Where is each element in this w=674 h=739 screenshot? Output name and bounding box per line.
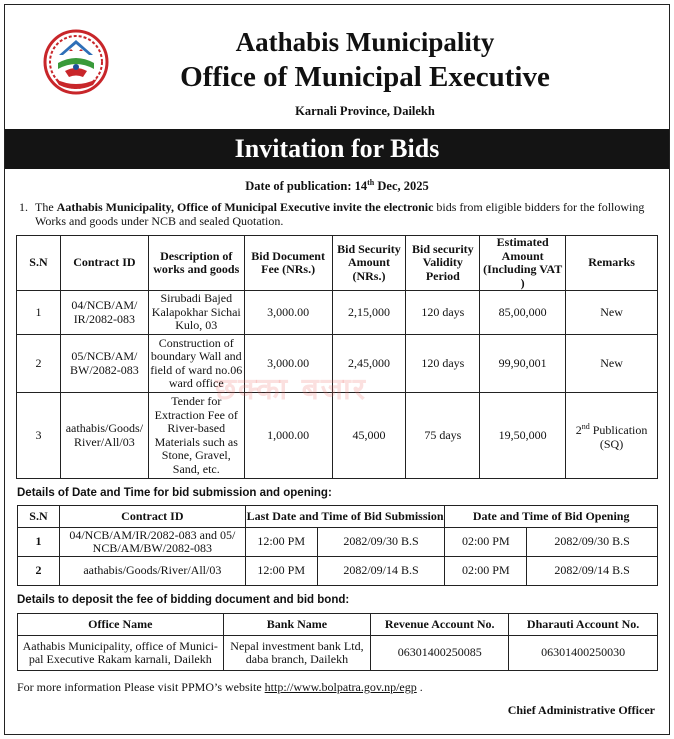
col-security: Bid Security Amount (NRs.) [332,236,406,291]
cell-doc-fee: 1,000.00 [244,393,332,479]
publication-label: Date of publication: [245,179,355,194]
table-row [17,393,658,479]
table-row [18,528,658,557]
remarks-number: 2 [575,423,582,438]
cell-submission-time: 12:00 PM [245,557,317,586]
intro-post: bids from eligible bidders for the following Works and goods under NCB and sealed Quotation. [35,200,645,229]
cell-doc-fee: 3,000.00 [244,335,332,393]
intro-number: 1. [19,200,28,215]
intro-paragraph [19,200,655,228]
cell-security: 2,45,000 [332,335,406,393]
cell-remarks [566,393,658,479]
cell-sn: 2 [17,335,61,393]
bids-table-header [17,236,658,291]
cell-security: 2,15,000 [332,291,406,335]
col-submission: Last Date and Time of Bid Submission [245,506,445,528]
remarks-suffix: nd [581,422,590,432]
more-info-text: For more information Please visit PPMO’s website [17,680,265,695]
cell-contract-id: 04/NCB/AM/ IR/2082-083 [60,291,148,335]
table-row [18,636,658,671]
cell-estimate: 85,00,000 [480,291,566,335]
intro-pre: The [35,200,57,215]
table-row [18,557,658,586]
col-sn: S.N [17,236,61,291]
cell-estimate: 19,50,000 [480,393,566,479]
cell-submission-date: 2082/09/14 B.S [317,557,445,586]
deposit-table-header [18,614,658,636]
cell-remarks: New [566,335,658,393]
signatory: Chief Administrative Officer [507,703,655,718]
watermark: छक्का बजार [215,372,368,407]
cell-submission-date: 2082/09/30 B.S [317,528,445,557]
publication-day-suffix: th [367,178,375,187]
bids-table [16,235,658,479]
more-info-end: . [416,680,423,695]
municipality-title: Aathabis Municipality [235,27,495,57]
col-validity: Bid security Validity Period [406,236,480,291]
province-line: Karnali Province, Dailekh [295,104,435,118]
cell-opening-date: 2082/09/30 B.S [527,528,658,557]
cell-remarks: New [566,291,658,335]
col-contract-id: Contract ID [59,506,245,528]
table-row [17,291,658,335]
cell-opening-time: 02:00 PM [445,557,527,586]
cell-office: Aathabis Municipality, office of Munici- pal Executive Rakam karnali, Dailekh [18,636,224,671]
col-estimate: Estimated Amount (Including VAT ) [480,236,566,291]
cell-estimate: 99,90,001 [480,335,566,393]
cell-validity: 75 days [406,393,480,479]
col-bank: Bank Name [223,614,371,636]
cell-sn: 1 [17,291,61,335]
office-title: Office of Municipal Executive [180,61,550,93]
cell-doc-fee: 3,000.00 [244,291,332,335]
table-row [17,335,658,393]
deposit-heading: Details to deposit the fee of bidding document and bid bond: [17,594,350,607]
cell-sn: 1 [18,528,60,557]
cell-validity: 120 days [406,335,480,393]
cell-dharauti: 06301400250030 [509,636,658,671]
intro-text [35,200,655,228]
col-contract-id: Contract ID [60,236,148,291]
more-info-line [17,680,669,695]
publication-date [5,178,669,194]
publication-day: 14 [354,179,368,194]
publication-month-year: Dec, 2025 [374,179,429,194]
remarks-text: Publication (SQ) [589,423,648,451]
col-description: Description of works and goods [148,236,244,291]
cell-submission-time: 12:00 PM [245,528,317,557]
cell-description: Construction of boundary Wall and field of ward no.06 ward office [148,335,244,393]
cell-opening-date: 2082/09/14 B.S [527,557,658,586]
cell-security: 45,000 [332,393,406,479]
cell-contract-id: 04/NCB/AM/IR/2082-083 and 05/ NCB/AM/BW/2082-083 [59,528,245,557]
col-office: Office Name [18,614,224,636]
schedule-table-header [18,506,658,528]
cell-sn: 2 [18,557,60,586]
cell-bank: Nepal investment bank Ltd, daba branch, Dailekh [223,636,371,671]
cell-validity: 120 days [406,291,480,335]
schedule-table [17,505,658,586]
col-doc-fee: Bid Document Fee (NRs.) [244,236,332,291]
cell-contract-id: 05/NCB/AM/ BW/2082-083 [60,335,148,393]
cell-sn: 3 [17,393,61,479]
cell-description: Sirubadi Bajed Kalapokhar Sichai Kulo, 03 [148,291,244,335]
col-sn: S.N [18,506,60,528]
cell-description: Tender for Extraction Fee of River-based Materials such as Stone, Gravel, Sand, etc. [148,393,244,479]
cell-opening-time: 02:00 PM [445,528,527,557]
col-remarks: Remarks [566,236,658,291]
col-opening: Date and Time of Bid Opening [445,506,658,528]
notice-header [5,5,669,129]
ppmo-website-link[interactable]: http://www.bolpatra.gov.np/egp [264,680,417,695]
col-revenue: Revenue Account No. [371,614,509,636]
invitation-banner: Invitation for Bids [5,129,669,169]
deposit-table [17,613,658,671]
intro-bold: Aathabis Municipality, Office of Municipal Executive invite the electronic [56,200,434,215]
schedule-heading: Details of Date and Time for bid submission and opening: [17,487,332,500]
cell-contract-id: aathabis/Goods/River/All/03 [59,557,245,586]
col-dharauti: Dharauti Account No. [509,614,658,636]
cell-contract-id: aathabis/Goods/ River/All/03 [60,393,148,479]
cell-revenue: 06301400250085 [371,636,509,671]
bid-notice-page [4,4,670,735]
